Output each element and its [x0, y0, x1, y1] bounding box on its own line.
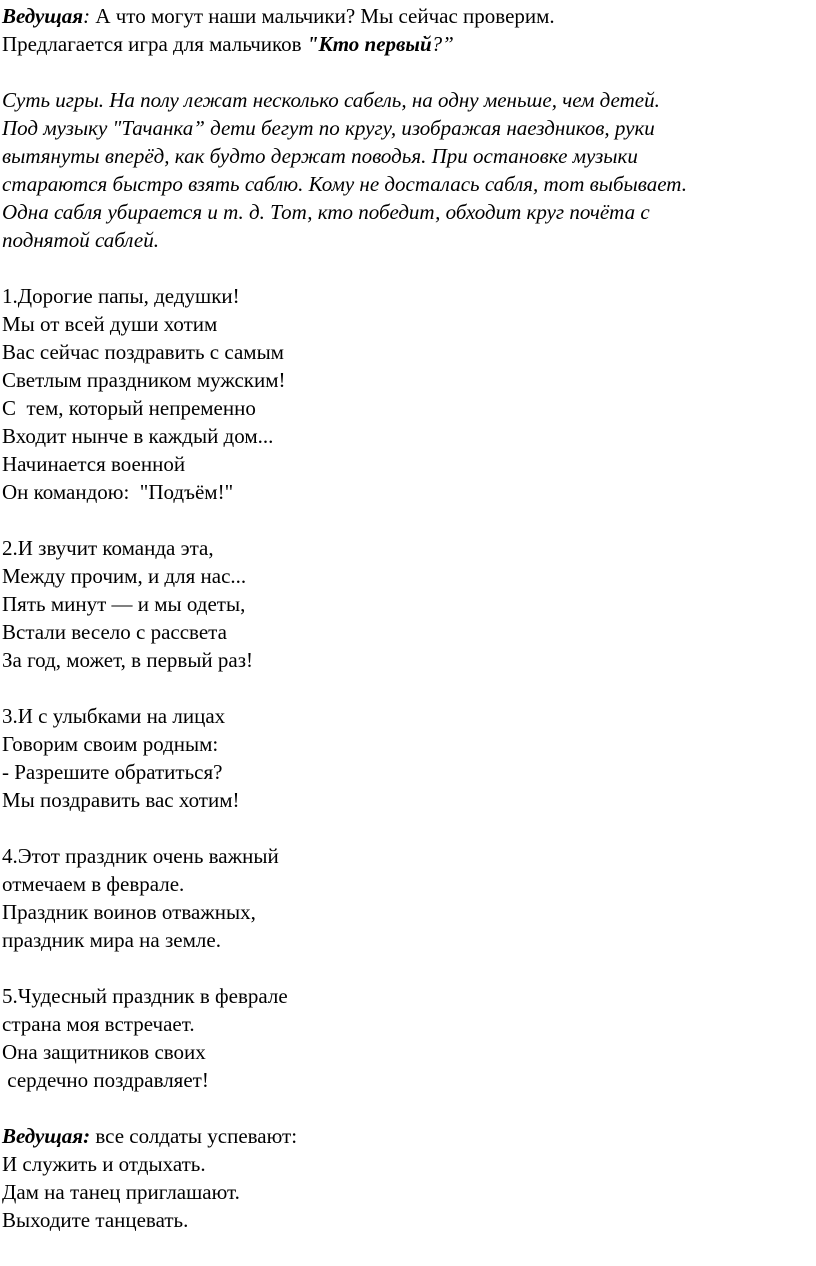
verse-5-line: Она защитников своих — [2, 1040, 206, 1064]
spacer — [2, 1094, 814, 1122]
spacer — [2, 254, 814, 282]
verse-4-line: Праздник воинов отважных, — [2, 900, 256, 924]
verse-1-line: Входит нынче в каждый дом... — [2, 424, 274, 448]
verse-1-line: Мы от всей души хотим — [2, 312, 218, 336]
rules-line: поднятой саблей. — [2, 228, 160, 252]
rules-line: вытянуты вперёд, как будто держат поводья. При остановке музыки — [2, 144, 638, 168]
verse-3-line: - Разрешите обратиться? — [2, 760, 223, 784]
document-page — [2, 2, 814, 1234]
outro-line: И служить и отдыхать. — [2, 1152, 206, 1176]
verse-3-line: Говорим своим родным: — [2, 732, 219, 756]
game-title: "Кто первый — [306, 32, 432, 56]
verse-2-line: Пять минут — и мы одеты, — [2, 592, 246, 616]
spacer — [2, 954, 814, 982]
game-title-end: ?” — [431, 32, 454, 56]
rules-line: стараются быстро взять саблю. Кому не досталась сабля, тот выбывает. — [2, 172, 687, 196]
speaker-label: Ведущая — [2, 4, 84, 28]
outro-speaker-label: Ведущая: — [2, 1124, 91, 1148]
verse-1-line: 1.Дорогие папы, дедушки! — [2, 284, 240, 308]
outro-line-1 — [2, 1122, 814, 1150]
outro-text: все солдаты успевают: — [90, 1124, 298, 1148]
spacer — [2, 58, 814, 86]
spacer — [2, 674, 814, 702]
spacer — [2, 814, 814, 842]
speaker-colon: : — [83, 4, 91, 28]
outro-line: Дам на танец приглашают. — [2, 1180, 240, 1204]
verse-2-line: Встали весело с рассвета — [2, 620, 227, 644]
rules-line: Под музыку "Тачанка” дети бегут по кругу, изображая наездников, руки — [2, 116, 655, 140]
verse-1-line: Он командою: "Подъём!" — [2, 480, 234, 504]
verse-1-line: С тем, который непременно — [2, 396, 256, 420]
verse-3-line: Мы поздравить вас хотим! — [2, 788, 240, 812]
game-intro-text: Предлагается игра для мальчиков — [2, 32, 307, 56]
verse-2-line: За год, может, в первый раз! — [2, 648, 254, 672]
intro-text: А что могут наши мальчики? Мы сейчас проверим. — [90, 4, 555, 28]
intro-line-2 — [2, 30, 814, 58]
spacer — [2, 506, 814, 534]
rules-line: Суть игры. На полу лежат несколько сабель, на одну меньше, чем детей. — [2, 88, 660, 112]
verse-4-line: праздник мира на земле. — [2, 928, 221, 952]
verse-1-line: Светлым праздником мужским! — [2, 368, 286, 392]
verse-4-line: 4.Этот праздник очень важный — [2, 844, 279, 868]
verse-3-line: 3.И с улыбками на лицах — [2, 704, 226, 728]
rules-line: Одна сабля убирается и т. д. Тот, кто победит, обходит круг почёта с — [2, 200, 650, 224]
verse-2-line: 2.И звучит команда эта, — [2, 536, 214, 560]
verse-1-line: Начинается военной — [2, 452, 186, 476]
verse-2-line: Между прочим, и для нас... — [2, 564, 247, 588]
verse-4-line: отмечаем в феврале. — [2, 872, 185, 896]
outro-line: Выходите танцевать. — [2, 1208, 189, 1232]
verse-5-line: страна моя встречает. — [2, 1012, 195, 1036]
intro-line-1 — [2, 2, 814, 30]
verse-5-line: сердечно поздравляет! — [2, 1068, 209, 1092]
verse-1-line: Вас сейчас поздравить с самым — [2, 340, 284, 364]
verse-5-line: 5.Чудесный праздник в феврале — [2, 984, 288, 1008]
